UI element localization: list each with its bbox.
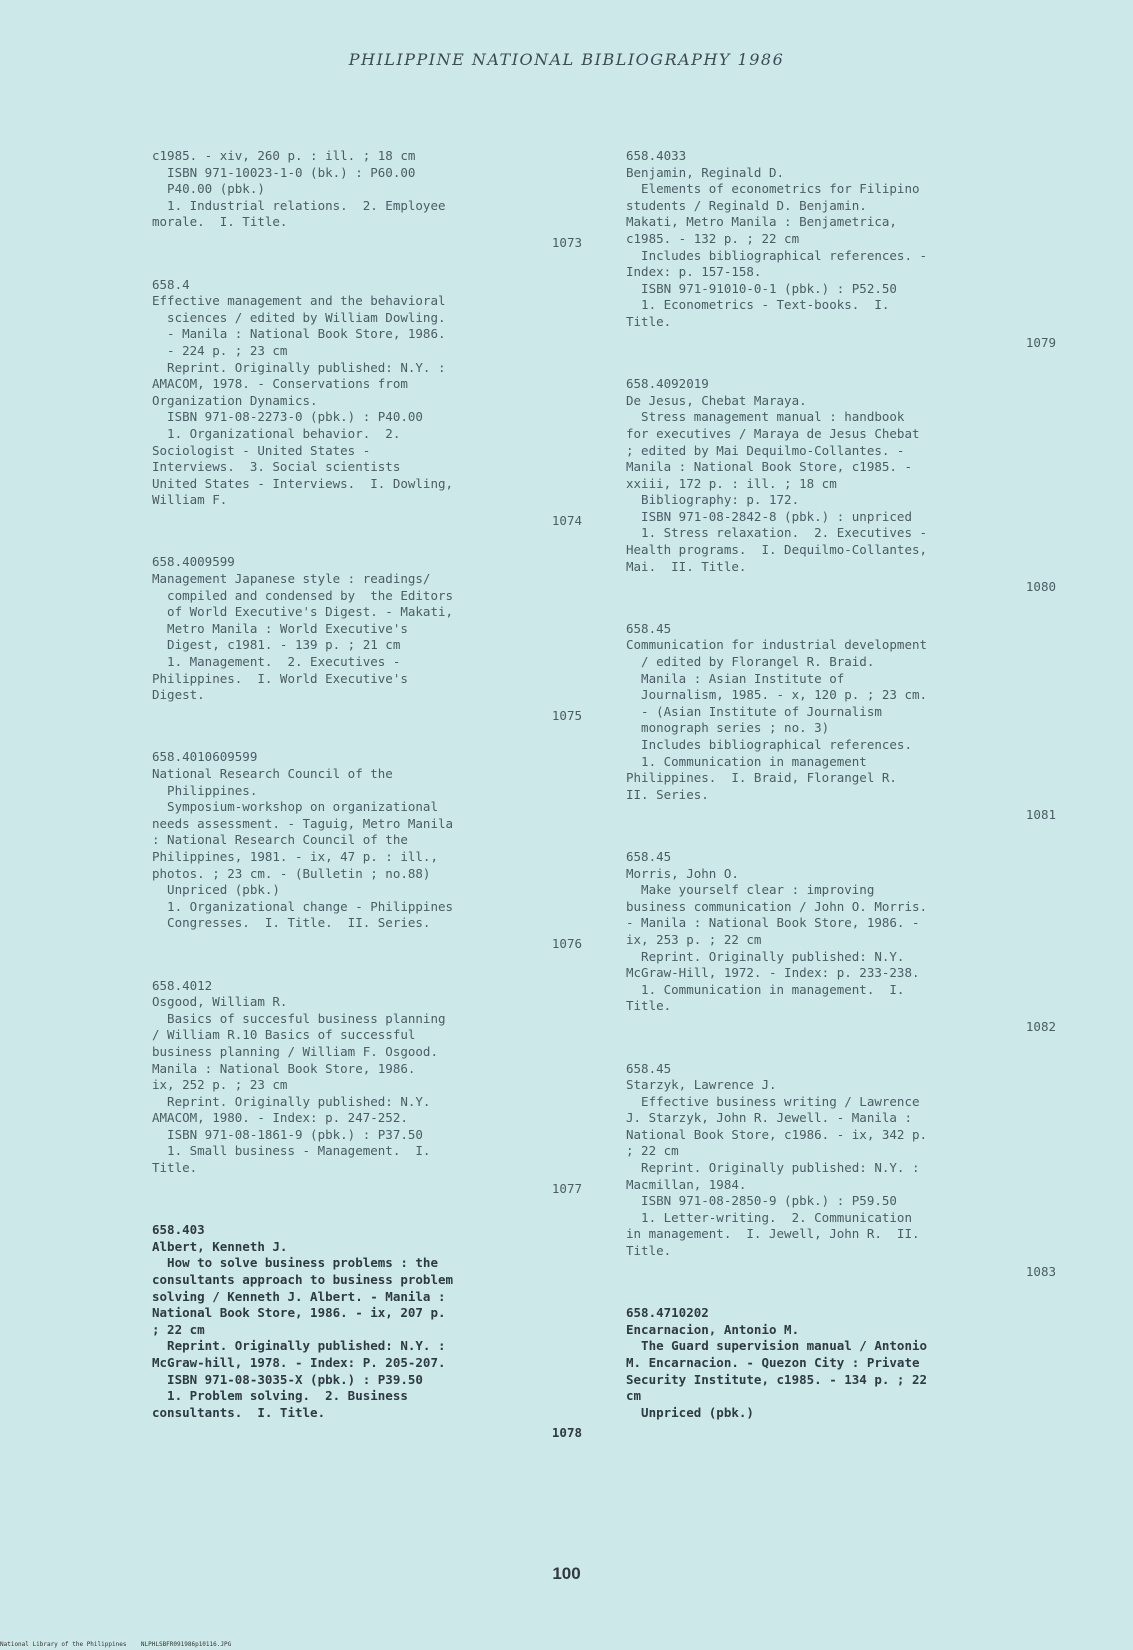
- entry-line: for executives / Maraya de Jesus Chebat: [626, 425, 920, 441]
- entry-line: 1. Communication in management. I.: [626, 981, 905, 997]
- entry-line: National Book Store, 1986. - ix, 207 p.: [152, 1305, 446, 1321]
- entry-line: - (Asian Institute of Journalism: [626, 703, 882, 719]
- entry-line: needs assessment. - Taguig, Metro Manila: [152, 815, 454, 831]
- entry-line: M. Encarnacion. - Quezon City : Private: [626, 1355, 920, 1370]
- entry-line: / William R.10 Basics of successful: [152, 1027, 416, 1043]
- entry-line: ISBN 971-91010-0-1 (pbk.) : P52.50: [626, 280, 897, 296]
- entry-line: Communication for industrial development: [626, 637, 928, 653]
- entry-line: AMACOM, 1980. - Index: p. 247-252.: [152, 1110, 408, 1126]
- entry-line: II. Series.: [626, 786, 709, 802]
- bibliography-entry: [152, 1222, 592, 1442]
- entry-line: c1985. - 132 p. ; 22 cm: [626, 230, 800, 246]
- bibliography-entry: [626, 1305, 1066, 1421]
- entry-line: ISBN 971-10023-1-0 (bk.) : P60.00: [152, 164, 416, 180]
- entry-line: ISBN 971-08-2842-8 (pbk.) : unpriced: [626, 508, 912, 524]
- entry-number: 1080: [1025, 579, 1056, 595]
- entry-line: 658.403: [152, 1222, 205, 1238]
- entry-line: Management Japanese style : readings/: [152, 571, 431, 587]
- entry-line: J. Starzyk, John R. Jewell. - Manila :: [626, 1110, 912, 1126]
- entry-line: Title.: [152, 1160, 198, 1176]
- entry-line: Mai. II. Title.: [626, 558, 747, 574]
- entry-line: United States - Interviews. I. Dowling,: [152, 475, 454, 491]
- entry-line: Stress management manual : handbook: [626, 409, 905, 425]
- bibliography-entry: [626, 148, 1066, 351]
- entry-line: 658.4009599: [152, 554, 235, 570]
- bibliography-entry: [152, 554, 592, 724]
- entry-line: Philippines. I. World Executive's: [152, 670, 408, 686]
- entry-number: 1079: [1025, 334, 1056, 350]
- entry-line: students / Reginald D. Benjamin.: [626, 197, 867, 213]
- entry-line: : National Research Council of the: [152, 832, 408, 848]
- entry-line: Starzyk, Lawrence J.: [626, 1077, 777, 1093]
- entry-line: 1. Letter-writing. 2. Communication: [626, 1209, 912, 1225]
- entry-number: 1078: [551, 1425, 582, 1441]
- entry-line: Journalism, 1985. - x, 120 p. ; 23 cm.: [626, 687, 928, 703]
- entry-line: The Guard supervision manual / Antonio: [626, 1338, 928, 1354]
- entry-line: Unpriced (pbk.): [152, 882, 280, 898]
- footer-file: NLPHLSBFR091986p10116.JPG: [140, 1641, 232, 1648]
- entry-number: 1074: [551, 512, 582, 528]
- entry-line: De Jesus, Chebat Maraya.: [626, 392, 807, 408]
- entry-line: 1. Industrial relations. 2. Employee: [152, 197, 446, 213]
- entry-line: - 224 p. ; 23 cm: [152, 342, 288, 358]
- bibliography-entry: [626, 1061, 1066, 1281]
- entry-line: Basics of succesful business planning: [152, 1010, 446, 1026]
- entry-line: Encarnacion, Antonio M.: [626, 1321, 800, 1337]
- entry-line: sciences / edited by William Dowling.: [152, 309, 446, 325]
- entry-line: Philippines, 1981. - ix, 47 p. : ill.,: [152, 848, 438, 864]
- entry-line: Includes bibliographical references.: [626, 737, 912, 752]
- entry-line: How to solve business problems : the: [152, 1255, 438, 1271]
- entry-line: Includes bibliographical references. -: [626, 247, 928, 263]
- entry-line: Symposium-workshop on organizational: [152, 799, 438, 815]
- entry-line: Index: p. 157-158.: [626, 264, 762, 280]
- entry-line: Reprint. Originally published: N.Y.: [626, 948, 905, 964]
- entry-line: ISBN 971-08-1861-9 (pbk.) : P37.50: [152, 1126, 423, 1142]
- entry-number: 1083: [1025, 1263, 1056, 1279]
- entry-line: in management. I. Jewell, John R. II.: [626, 1226, 920, 1242]
- bibliography-entry: [152, 148, 592, 252]
- entry-line: Digest, c1981. - 139 p. ; 21 cm: [152, 637, 401, 653]
- entry-line: National Research Council of the: [152, 766, 393, 781]
- entry-line: Macmillan, 1984.: [626, 1176, 747, 1192]
- entry-line: 1. Econometrics - Text-books. I.: [626, 297, 890, 313]
- entry-line: 658.4033: [626, 148, 687, 163]
- entry-line: Osgood, William R.: [152, 994, 288, 1010]
- entry-line: ix, 252 p. ; 23 cm: [152, 1077, 288, 1093]
- entry-line: Title.: [626, 313, 672, 329]
- entry-line: Effective business writing / Lawrence: [626, 1093, 920, 1109]
- entry-line: 1. Small business - Management. I.: [152, 1143, 431, 1159]
- entry-line: Reprint. Originally published: N.Y. :: [152, 1338, 446, 1354]
- bibliography-entry: [626, 849, 1066, 1036]
- entry-line: P40.00 (pbk.): [152, 181, 265, 197]
- entry-line: Philippines. I. Braid, Florangel R.: [626, 770, 897, 786]
- entry-number: 1077: [551, 1180, 582, 1196]
- entry-line: business planning / William F. Osgood.: [152, 1043, 438, 1059]
- entry-line: 1. Stress relaxation. 2. Executives -: [626, 525, 928, 541]
- entry-line: Reprint. Originally published: N.Y. :: [152, 359, 446, 375]
- entry-line: 658.4: [152, 276, 190, 292]
- entry-line: Albert, Kenneth J.: [152, 1238, 288, 1254]
- entry-number: 1075: [551, 707, 582, 723]
- entry-number: 1081: [1025, 807, 1056, 823]
- entry-line: Reprint. Originally published: N.Y.: [152, 1093, 431, 1109]
- bibliography-entry: [152, 277, 592, 530]
- entry-line: Philippines.: [152, 782, 258, 798]
- entry-line: Title.: [626, 1243, 672, 1259]
- footer-credit: National Library of the Philippines: [0, 1641, 127, 1648]
- entry-line: Sociologist - United States -: [152, 442, 371, 458]
- entry-line: of World Executive's Digest. - Makati,: [152, 604, 454, 620]
- entry-number: 1073: [551, 234, 582, 250]
- entry-line: 1. Organizational behavior. 2.: [152, 425, 401, 441]
- entry-line: Makati, Metro Manila : Benjametrica,: [626, 214, 897, 230]
- entry-line: Health programs. I. Dequilmo-Collantes,: [626, 542, 928, 558]
- bibliography-entry: [626, 621, 1066, 824]
- entry-line: 658.45: [626, 620, 672, 636]
- entry-line: 658.4012: [152, 977, 213, 993]
- entry-line: monograph series ; no. 3): [626, 720, 830, 736]
- right-column: [626, 148, 1066, 1446]
- entry-line: - Manila : National Book Store, 1986. -: [626, 915, 920, 931]
- entry-line: William F.: [152, 492, 228, 508]
- scan-footer: [0, 1641, 231, 1648]
- page-header: PHILIPPINE NATIONAL BIBLIOGRAPHY 1986: [348, 50, 785, 69]
- entry-line: consultants. I. Title.: [152, 1404, 326, 1420]
- entry-line: Manila : Asian Institute of: [626, 670, 845, 686]
- entry-line: 658.4010609599: [152, 749, 258, 765]
- entry-line: 658.4710202: [626, 1305, 709, 1321]
- entry-line: Congresses. I. Title. II. Series.: [152, 915, 431, 931]
- bibliography-entry: [152, 978, 592, 1198]
- entry-line: ; 22 cm: [626, 1143, 679, 1159]
- entry-line: 1. Organizational change - Philippines: [152, 898, 454, 914]
- bibliography-entry: [152, 749, 592, 952]
- entry-line: photos. ; 23 cm. - (Bulletin ; no.88): [152, 865, 431, 881]
- entry-line: 658.4092019: [626, 376, 709, 392]
- entry-line: Security Institute, c1985. - 134 p. ; 22: [626, 1371, 928, 1387]
- entry-line: 658.45: [626, 848, 672, 864]
- entry-line: Manila : National Book Store, c1985. -: [626, 459, 912, 475]
- bibliography-entry: [626, 376, 1066, 596]
- entry-line: ISBN 971-08-2273-0 (pbk.) : P40.00: [152, 409, 423, 425]
- entry-line: xxiii, 172 p. : ill. ; 18 cm: [626, 475, 837, 491]
- entry-line: Elements of econometrics for Filipino: [626, 181, 920, 197]
- entry-line: 1. Problem solving. 2. Business: [152, 1388, 408, 1404]
- entry-line: ix, 253 p. ; 22 cm: [626, 931, 762, 947]
- entry-line: ; 22 cm: [152, 1321, 205, 1337]
- entry-line: solving / Kenneth J. Albert. - Manila :: [152, 1288, 446, 1304]
- entry-line: National Book Store, c1986. - ix, 342 p.: [626, 1126, 928, 1142]
- entry-line: morale. I. Title.: [152, 214, 288, 230]
- entry-line: Manila : National Book Store, 1986.: [152, 1060, 416, 1076]
- entry-line: Bibliography: p. 172.: [626, 492, 800, 508]
- entry-line: Title.: [626, 998, 672, 1014]
- page-number: 100: [552, 1564, 581, 1583]
- left-column: [152, 148, 592, 1467]
- entry-line: - Manila : National Book Store, 1986.: [152, 326, 446, 342]
- entry-line: McGraw-Hill, 1972. - Index: p. 233-238.: [626, 965, 920, 981]
- entry-line: c1985. - xiv, 260 p. : ill. ; 18 cm: [152, 148, 416, 163]
- entry-line: McGraw-hill, 1978. - Index: P. 205-207.: [152, 1355, 446, 1370]
- entry-line: cm: [626, 1388, 642, 1404]
- entry-line: ISBN 971-08-3035-X (pbk.) : P39.50: [152, 1371, 423, 1387]
- entry-line: 1. Management. 2. Executives -: [152, 654, 401, 670]
- entry-line: ISBN 971-08-2850-9 (pbk.) : P59.50: [626, 1193, 897, 1209]
- entry-line: Interviews. 3. Social scientists: [152, 459, 401, 475]
- entry-line: business communication / John O. Morris.: [626, 898, 928, 914]
- entry-line: Digest.: [152, 687, 205, 703]
- entry-line: compiled and condensed by the Editors: [152, 587, 454, 603]
- entry-line: AMACOM, 1978. - Conservations from: [152, 376, 408, 392]
- entry-line: Make yourself clear : improving: [626, 882, 875, 898]
- entry-line: Morris, John O.: [626, 865, 739, 881]
- entry-number: 1082: [1025, 1018, 1056, 1034]
- entry-line: Unpriced (pbk.): [626, 1404, 754, 1420]
- entry-line: consultants approach to business problem: [152, 1272, 454, 1288]
- entry-line: Organization Dynamics.: [152, 392, 318, 408]
- entry-line: Reprint. Originally published: N.Y. :: [626, 1160, 920, 1176]
- entry-line: 658.45: [626, 1060, 672, 1076]
- entry-line: ; edited by Mai Dequilmo-Collantes. -: [626, 442, 905, 458]
- entry-line: 1. Communication in management: [626, 753, 867, 769]
- entry-line: / edited by Florangel R. Braid.: [626, 654, 875, 670]
- entry-line: Benjamin, Reginald D.: [626, 164, 785, 180]
- entry-line: Effective management and the behavioral: [152, 293, 446, 309]
- entry-line: Metro Manila : World Executive's: [152, 620, 408, 636]
- entry-number: 1076: [551, 935, 582, 951]
